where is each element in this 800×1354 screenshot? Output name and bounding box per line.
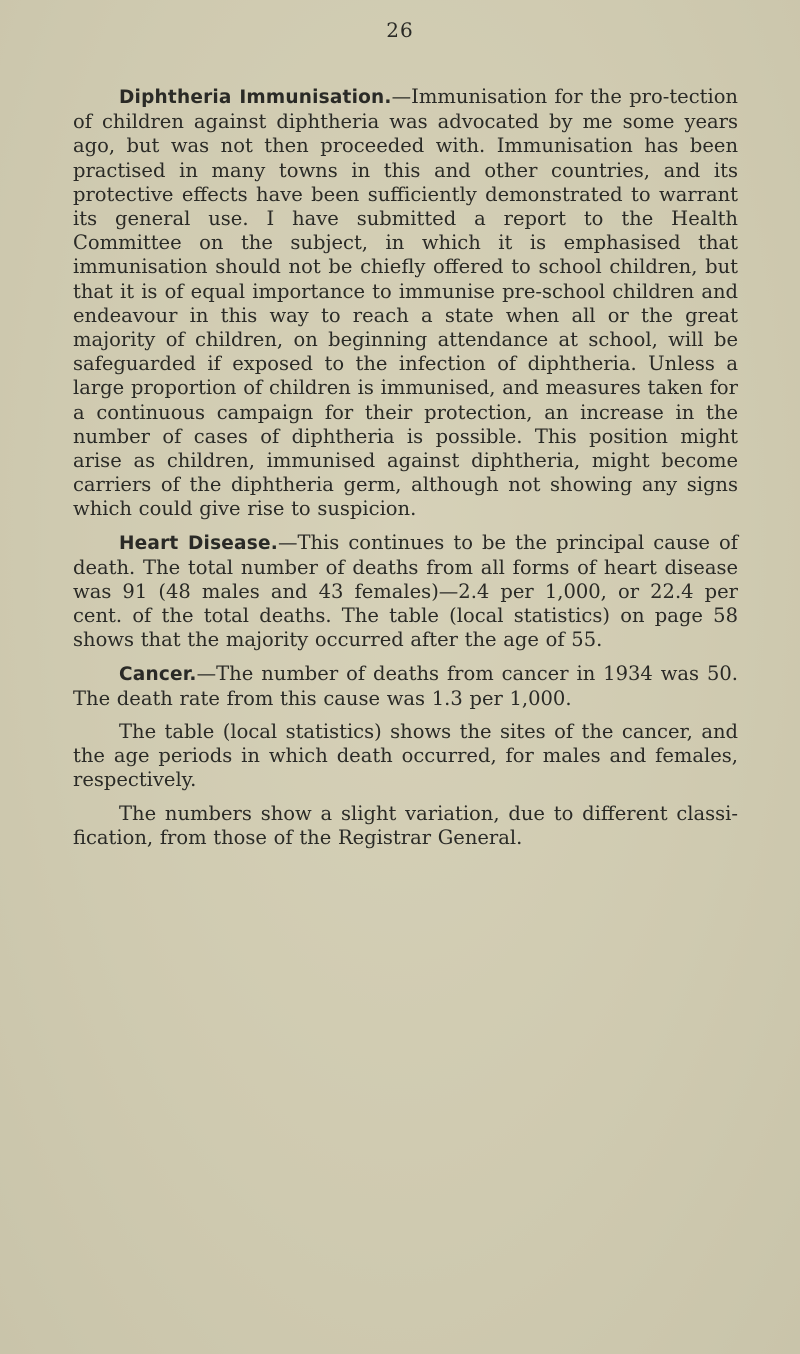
paragraph-diphtheria-immunisation [73,85,738,522]
paragraph-classification: The numbers show a slight variation, due to different classi-fication, from those of the Registrar General. [73,801,738,849]
paragraph-cancer-table: The table (local statistics) shows the sites of the cancer, and the age periods in which death occurred, for males and females, respectively. [73,720,738,792]
section-text-heart-disease: —This continues to be the principal cause of death. The total number of deaths from all forms of heart disease was 91 (48 males and 43 females)—2.4 per 1,000, or 22.4 per cent. of the total deaths. The table (local statistics) on page 58 shows that the majority occurred after the age of 55. [73,530,738,652]
body-text [73,85,738,859]
section-text-cancer: —The number of deaths from cancer in 1934 was 50. The death rate from this cause was 1.3 per 1,000. [73,661,738,710]
section-heading-diphtheria-immunisation: Diphtheria Immunisation. [119,87,392,108]
section-heading-heart-disease: Heart Disease. [119,532,278,554]
section-heading-cancer: Cancer. [119,663,197,685]
page-number: 26 [386,18,414,42]
section-text-diphtheria-immunisation: —Immunisation for the pro-tection of children against diphtheria was advocated by me some years ago, but was not then proceeded with. Immunisation has been practised in many towns in this and other countries, and its protective effects have been sufficiently demonstrated to warrant its general use. I have submitted a report to the Health Committee on the subject, in which it is emphasised that immunisation should not be chiefly offered to school children, but that it is of equal importance to immunise pre-school children and endeavour in this way to reach a state when all or the great majority of children, on beginning attendance at school, will be safeguarded if exposed to the infection of diphtheria. Unless a large proportion of children is immunised, and measures taken for a continuous campaign for their protection, an increase in the number of cases of diphtheria is possible. This position might arise as children, immunised against diphtheria, might become carriers of the diphtheria germ, although not showing any signs which could give rise to suspicion. [73,85,738,521]
paragraph-cancer [73,662,738,711]
paragraph-heart-disease [73,531,738,653]
